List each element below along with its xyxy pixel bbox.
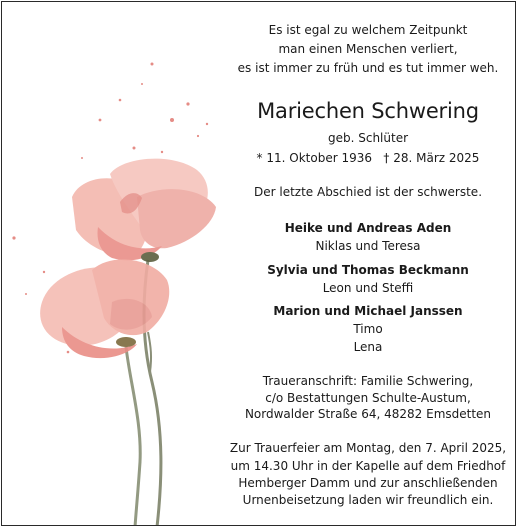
family-children: Timo bbox=[353, 322, 383, 336]
deceased-name: Mariechen Schwering bbox=[257, 99, 479, 123]
address-line: Nordwalder Straße 64, 48282 Emsdetten bbox=[244, 407, 492, 421]
address-line: c/o Bestattungen Schulte-Austum, bbox=[265, 391, 471, 405]
ceremony-line: Hemberger Damm und zur anschließenden bbox=[238, 476, 498, 490]
upper-poppy bbox=[72, 159, 216, 262]
ceremony-line: Zur Trauerfeier am Montag, den 7. April 2025, bbox=[229, 441, 507, 455]
family-parents: Heike und Andreas Aden bbox=[284, 221, 452, 235]
family-children: Niklas und Teresa bbox=[315, 239, 421, 253]
family-parents: Marion und Michael Janssen bbox=[273, 304, 463, 318]
poem-line: Es ist egal zu welchem Zeitpunkt bbox=[268, 23, 468, 37]
poem-line: es ist immer zu früh und es tut immer weh. bbox=[237, 61, 499, 75]
poppy-illustration bbox=[2, 2, 232, 526]
life-dates: * 11. Oktober 1936 † 28. März 2025 bbox=[256, 151, 480, 165]
address-line: Traueranschrift: Familie Schwering, bbox=[262, 374, 474, 388]
flower-stem bbox=[126, 347, 140, 526]
ceremony-line: um 14.30 Uhr in der Kapelle auf dem Friedhof bbox=[230, 459, 506, 473]
poem-line: man einen Menschen verliert, bbox=[278, 42, 458, 56]
farewell-line: Der letzte Abschied ist der schwerste. bbox=[253, 185, 483, 199]
family-children: Leon und Steffi bbox=[322, 281, 414, 295]
maiden-name: geb. Schlüter bbox=[327, 131, 409, 145]
family-children: Lena bbox=[353, 340, 383, 354]
ceremony-line: Urnenbeisetzung laden wir freundlich ein. bbox=[242, 493, 494, 507]
family-parents: Sylvia und Thomas Beckmann bbox=[267, 263, 469, 277]
obituary-card bbox=[1, 1, 516, 526]
